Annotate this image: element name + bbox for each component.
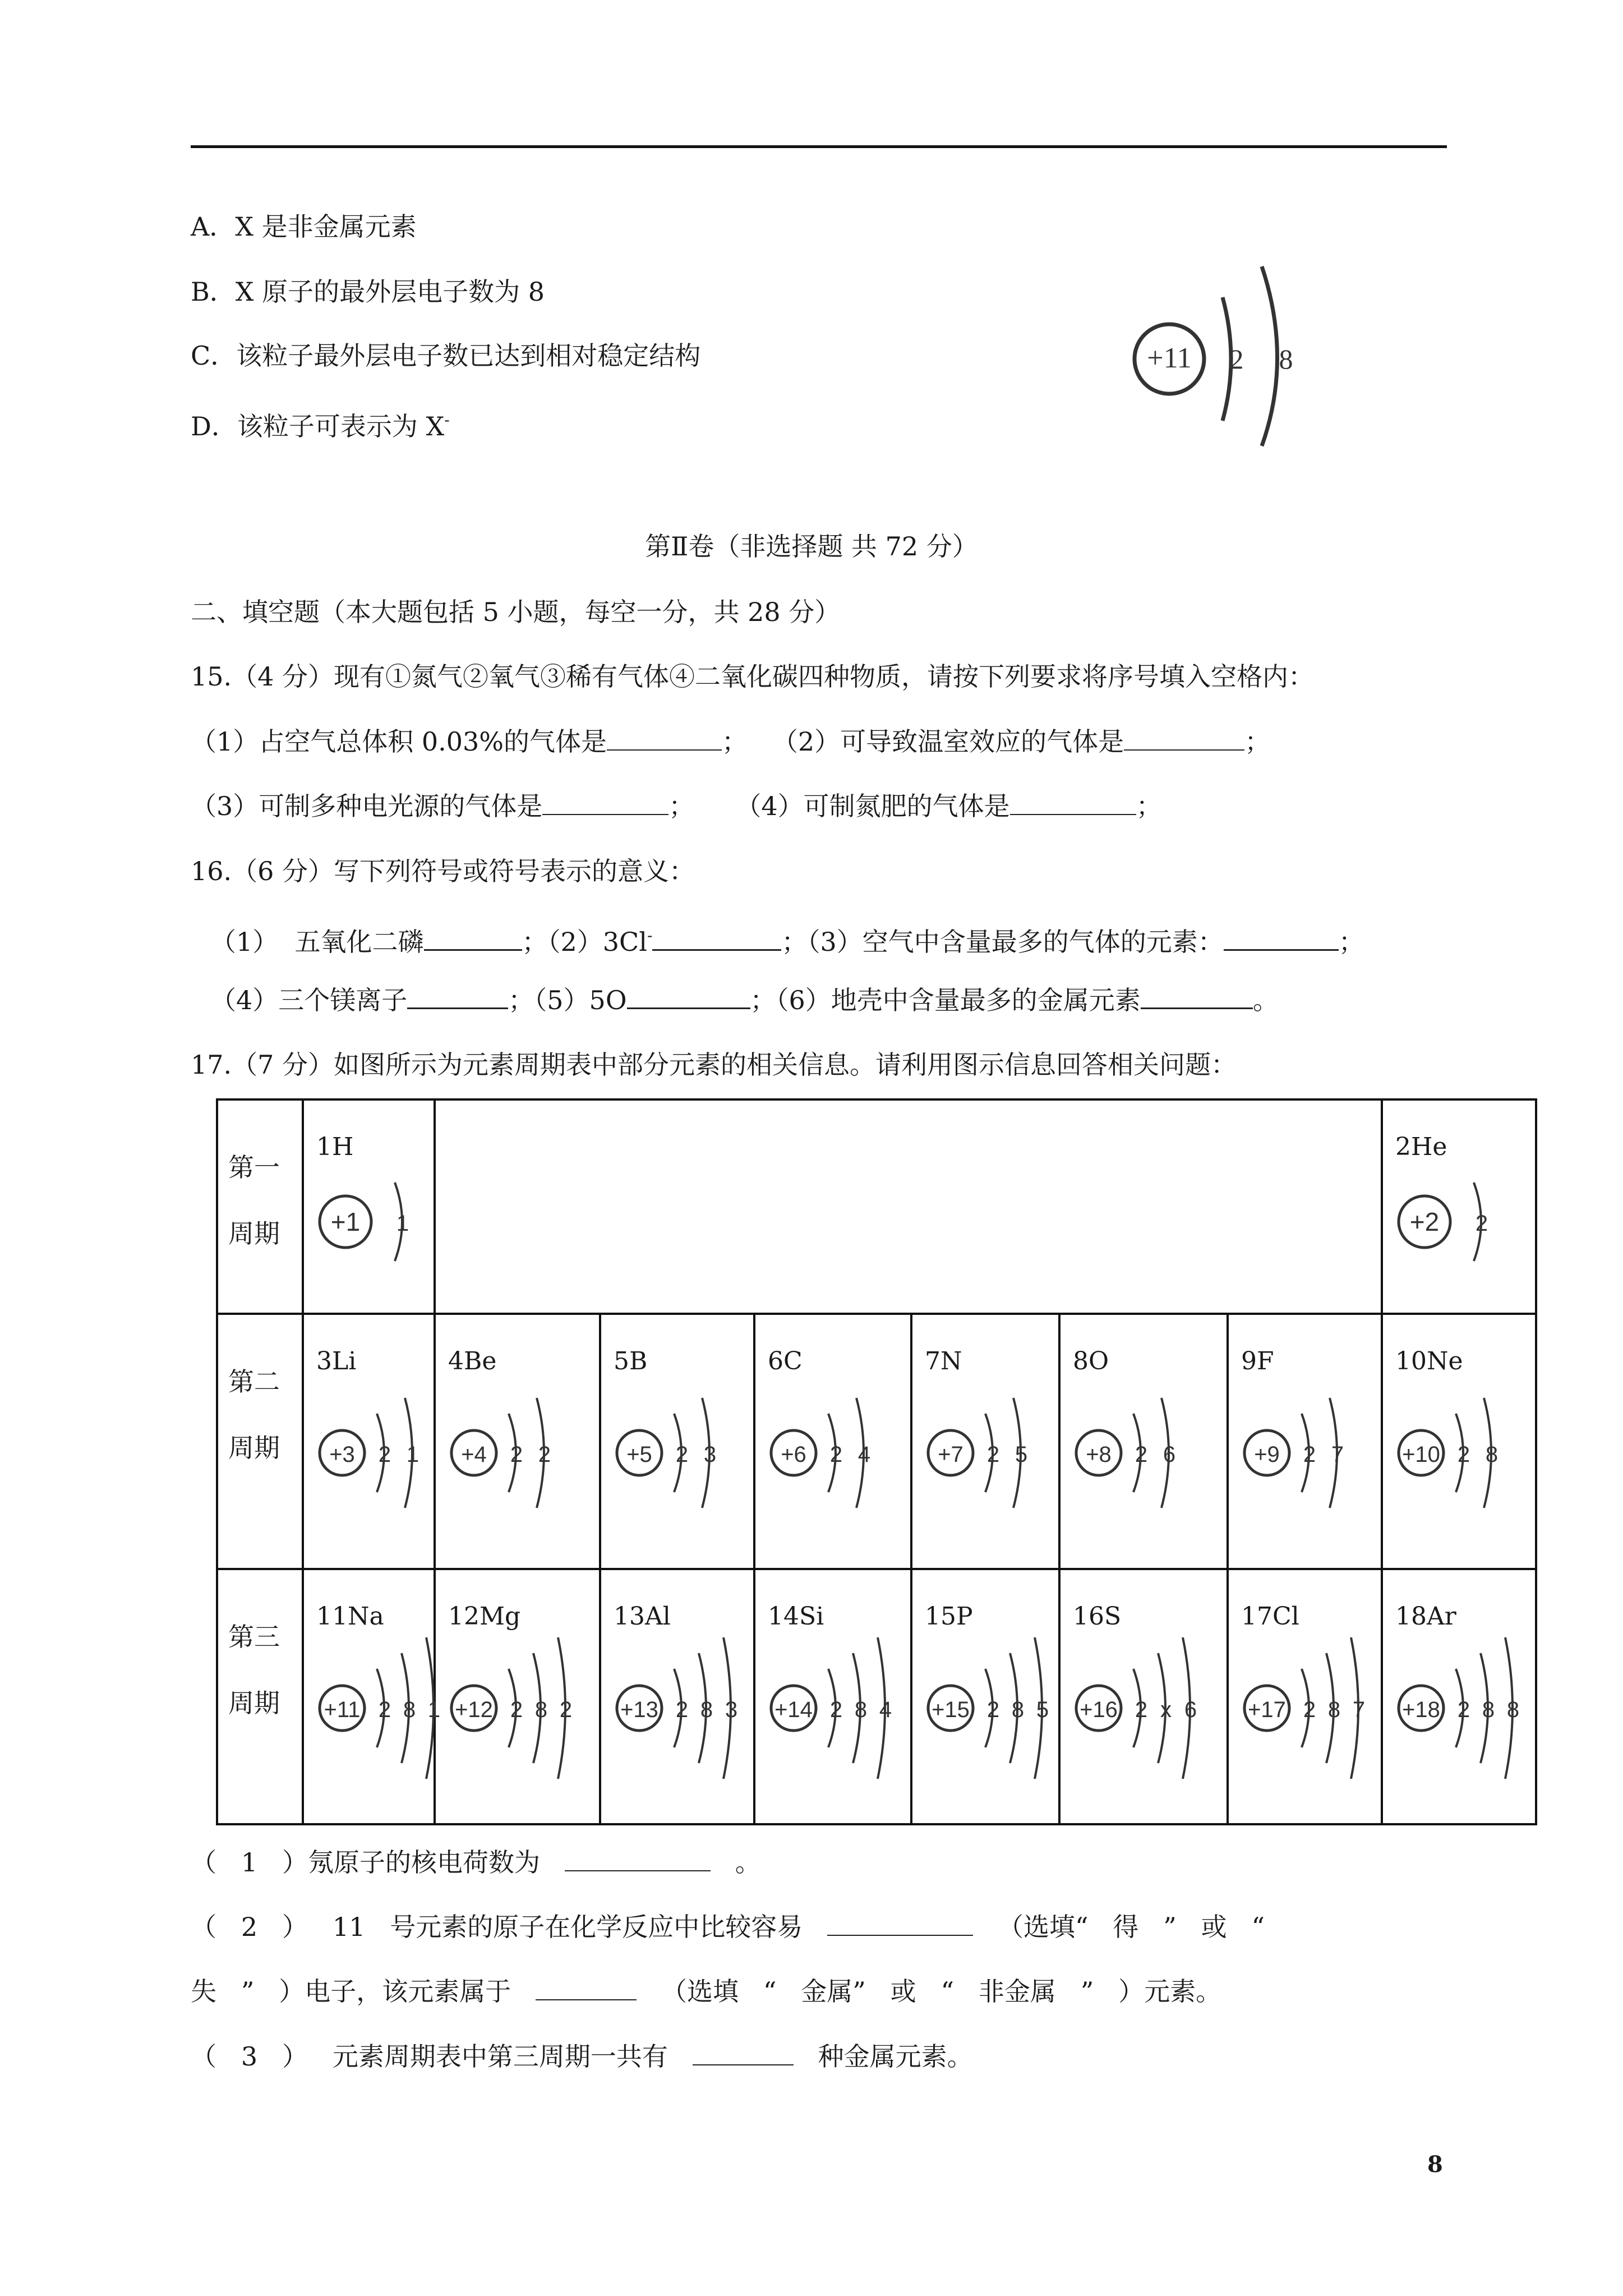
shell-electron-count: 8 bbox=[700, 1697, 713, 1722]
period-1-empty-span bbox=[435, 1099, 1382, 1314]
period-label-3: 第三 周期 bbox=[217, 1569, 303, 1824]
shell-electron-count: 2 bbox=[829, 1697, 843, 1722]
period-row-3 bbox=[217, 1569, 1536, 1824]
page-number: 8 bbox=[1427, 2151, 1443, 2178]
shell-electron-count: 8 bbox=[1482, 1697, 1495, 1722]
atom-diagram bbox=[447, 1380, 587, 1515]
shell-electron-count: 7 bbox=[1352, 1697, 1366, 1722]
element-cell: 6C +6 2 4 bbox=[754, 1314, 911, 1569]
element-cell: 4Be +4 2 2 bbox=[435, 1314, 600, 1569]
q16-stem: 16.（6 分）写下列符号或符号表示的意义： bbox=[191, 856, 695, 886]
shell-electron-count: 3 bbox=[703, 1442, 717, 1467]
atom-diagram bbox=[1394, 1166, 1512, 1267]
shell-electron-count: 6 bbox=[1184, 1697, 1197, 1722]
shell-electron-count: 2 bbox=[510, 1697, 523, 1722]
shell-electron-count: 2 bbox=[675, 1697, 689, 1722]
figure-shell-1-count: 2 bbox=[1229, 343, 1244, 375]
nucleus-charge: +7 bbox=[938, 1442, 963, 1467]
shell-electron-count: 5 bbox=[1015, 1442, 1028, 1467]
atom-diagram bbox=[612, 1635, 747, 1770]
figure-shell-2-count: 8 bbox=[1279, 343, 1293, 375]
shell-electron-count: 8 bbox=[1011, 1697, 1025, 1722]
atom-diagram bbox=[924, 1380, 1053, 1515]
element-cell: 1H +1 1 bbox=[303, 1099, 435, 1314]
shell-electron-count: 5 bbox=[1036, 1697, 1049, 1722]
element-cell: 9F +9 2 7 bbox=[1228, 1314, 1382, 1569]
q15-line-2: （3）可制多种电光源的气体是 ； （4）可制氮肥的气体是 ； bbox=[191, 791, 1162, 821]
atom-diagram bbox=[1394, 1380, 1529, 1515]
option-c: C．该粒子最外层电子数已达到相对稳定结构 bbox=[191, 341, 701, 371]
q16-line-2: （4）三个镁离子 ；（5）5O ；（6）地壳中含量最多的金属元素 。 bbox=[210, 985, 1279, 1015]
period-row-1 bbox=[217, 1099, 1536, 1314]
period-label-1: 第一 周期 bbox=[217, 1099, 303, 1314]
atom-diagram bbox=[1240, 1380, 1375, 1515]
part-heading: 二、填空题（本大题包括 5 小题，每空一分，共 28 分） bbox=[191, 597, 841, 627]
shell-electron-count: 8 bbox=[403, 1697, 416, 1722]
shell-electron-count: 1 bbox=[396, 1211, 409, 1236]
shell-electron-count: 2 bbox=[378, 1442, 391, 1467]
atom-structure-figure bbox=[1113, 255, 1349, 446]
nucleus-charge: +16 bbox=[1080, 1697, 1118, 1722]
element-cell: 2He +2 2 bbox=[1382, 1099, 1536, 1314]
nucleus-charge: +2 bbox=[1409, 1207, 1440, 1236]
shell-electron-count: 8 bbox=[534, 1697, 548, 1722]
atom-diagram bbox=[1072, 1380, 1212, 1515]
shell-electron-count: 2 bbox=[1475, 1211, 1488, 1236]
shell-electron-count: 8 bbox=[1506, 1697, 1520, 1722]
nucleus-charge: +5 bbox=[626, 1442, 652, 1467]
shell-electron-count: 7 bbox=[1331, 1442, 1344, 1467]
nucleus-charge: +15 bbox=[932, 1697, 970, 1722]
shell-electron-count: 2 bbox=[1135, 1697, 1148, 1722]
shell-electron-count: 6 bbox=[1163, 1442, 1176, 1467]
q17-sub-2b: 失 ” ）电子，该元素属于 （选填 “ 金属” 或 “ 非金属 ” ）元素。 bbox=[191, 1976, 1222, 2007]
shell-electron-count: 8 bbox=[1485, 1442, 1498, 1467]
q16-line-1: （1） 五氧化二磷 ；（2）3Cl- ；（3）空气中含量最多的气体的元素： ； bbox=[210, 926, 1364, 957]
nucleus-charge: +17 bbox=[1248, 1697, 1286, 1722]
element-cell: 16S +16 2 x 6 bbox=[1059, 1569, 1228, 1824]
atom-diagram bbox=[315, 1635, 441, 1770]
shell-electron-count: 2 bbox=[986, 1697, 1000, 1722]
element-cell: 12Mg +12 2 8 2 bbox=[435, 1569, 600, 1824]
q17-sub-3: （ 3 ） 元素周期表中第三周期一共有 种金属元素。 bbox=[191, 2041, 973, 2072]
shell-electron-count: 2 bbox=[675, 1442, 689, 1467]
element-cell: 5B +5 2 3 bbox=[600, 1314, 754, 1569]
element-cell: 18Ar +18 2 8 8 bbox=[1382, 1569, 1536, 1824]
element-cell: 7N +7 2 5 bbox=[911, 1314, 1059, 1569]
option-d: D．该粒子可表示为 X- bbox=[191, 411, 450, 441]
period-row-2 bbox=[217, 1314, 1536, 1569]
atom-diagram bbox=[924, 1635, 1058, 1770]
element-cell: 14Si +14 2 8 4 bbox=[754, 1569, 911, 1824]
nucleus-charge: +10 bbox=[1402, 1442, 1440, 1467]
atom-diagram bbox=[1394, 1635, 1529, 1770]
shell-electron-count: 1 bbox=[406, 1442, 419, 1467]
element-cell: 10Ne +10 2 8 bbox=[1382, 1314, 1536, 1569]
figure-shell-2 bbox=[1262, 266, 1278, 446]
nucleus-charge: +1 bbox=[330, 1207, 361, 1236]
element-cell: 11Na +11 2 8 1 bbox=[303, 1569, 435, 1824]
shell-electron-count: 2 bbox=[1135, 1442, 1148, 1467]
atom-diagram bbox=[1240, 1635, 1375, 1770]
nucleus-charge: +12 bbox=[455, 1697, 493, 1722]
nucleus-charge: +14 bbox=[774, 1697, 813, 1722]
periodic-table bbox=[216, 1098, 1537, 1825]
shell-electron-count: 3 bbox=[725, 1697, 738, 1722]
shell-electron-count: 4 bbox=[857, 1442, 871, 1467]
shell-electron-count: 8 bbox=[854, 1697, 868, 1722]
shell-electron-count: 4 bbox=[879, 1697, 892, 1722]
element-cell: 8O +8 2 6 bbox=[1059, 1314, 1228, 1569]
section-title: 第Ⅱ卷（非选择题 共 72 分） bbox=[645, 531, 978, 562]
atom-diagram bbox=[315, 1166, 433, 1267]
nucleus-charge: +9 bbox=[1254, 1442, 1280, 1467]
atom-diagram bbox=[767, 1635, 901, 1770]
atom-diagram bbox=[315, 1380, 433, 1515]
nucleus-charge: +4 bbox=[461, 1442, 487, 1467]
nucleus-charge: +8 bbox=[1086, 1442, 1112, 1467]
nucleus-charge: +13 bbox=[620, 1697, 658, 1722]
q17-sub-1: （ 1 ）氖原子的核电荷数为 。 bbox=[191, 1847, 761, 1878]
nucleus-charge: +3 bbox=[329, 1442, 355, 1467]
element-cell: 17Cl +17 2 8 7 bbox=[1228, 1569, 1382, 1824]
q15-stem: 15.（4 分）现有①氮气②氧气③稀有气体④二氧化碳四种物质，请按下列要求将序号填入空格内： bbox=[191, 661, 1315, 692]
nucleus-charge: +18 bbox=[1402, 1697, 1440, 1722]
period-label-2: 第二 周期 bbox=[217, 1314, 303, 1569]
q15-line-1: （1）占空气总体积 0.03%的气体是 ； （2）可导致温室效应的气体是 ； bbox=[191, 726, 1271, 757]
shell-electron-count: x bbox=[1160, 1697, 1172, 1722]
q17-stem: 17.（7 分）如图所示为元素周期表中部分元素的相关信息。请利用图示信息回答相关问题： bbox=[191, 1050, 1237, 1080]
nucleus-charge: +6 bbox=[781, 1442, 806, 1467]
atom-diagram bbox=[447, 1635, 593, 1770]
q17-sub-2a: （ 2 ） 11 号元素的原子在化学反应中比较容易 （选填“ 得 ” 或 “ bbox=[191, 1912, 1265, 1942]
element-cell: 3Li +3 2 1 bbox=[303, 1314, 435, 1569]
option-b: B．X 原子的最外层电子数为 8 bbox=[191, 277, 545, 307]
shell-electron-count: 8 bbox=[1327, 1697, 1341, 1722]
shell-electron-count: 2 bbox=[829, 1442, 843, 1467]
figure-nucleus-label: +11 bbox=[1147, 342, 1192, 374]
shell-electron-count: 1 bbox=[427, 1697, 441, 1722]
element-cell: 13Al +13 2 8 3 bbox=[600, 1569, 754, 1824]
nucleus-charge: +11 bbox=[324, 1697, 361, 1722]
option-a: A．X 是非金属元素 bbox=[191, 211, 417, 242]
atom-diagram bbox=[1072, 1635, 1212, 1770]
shell-electron-count: 2 bbox=[559, 1697, 573, 1722]
shell-electron-count: 2 bbox=[538, 1442, 551, 1467]
shell-electron-count: 2 bbox=[986, 1442, 1000, 1467]
shell-electron-count: 2 bbox=[510, 1442, 523, 1467]
shell-electron-count: 2 bbox=[1303, 1442, 1316, 1467]
header-rule bbox=[191, 145, 1447, 148]
shell-electron-count: 2 bbox=[378, 1697, 391, 1722]
shell-electron-count: 2 bbox=[1457, 1442, 1470, 1467]
atom-diagram bbox=[612, 1380, 747, 1515]
shell-electron-count: 2 bbox=[1457, 1697, 1470, 1722]
atom-diagram bbox=[767, 1380, 901, 1515]
element-cell: 15P +15 2 8 5 bbox=[911, 1569, 1059, 1824]
shell-electron-count: 2 bbox=[1303, 1697, 1316, 1722]
